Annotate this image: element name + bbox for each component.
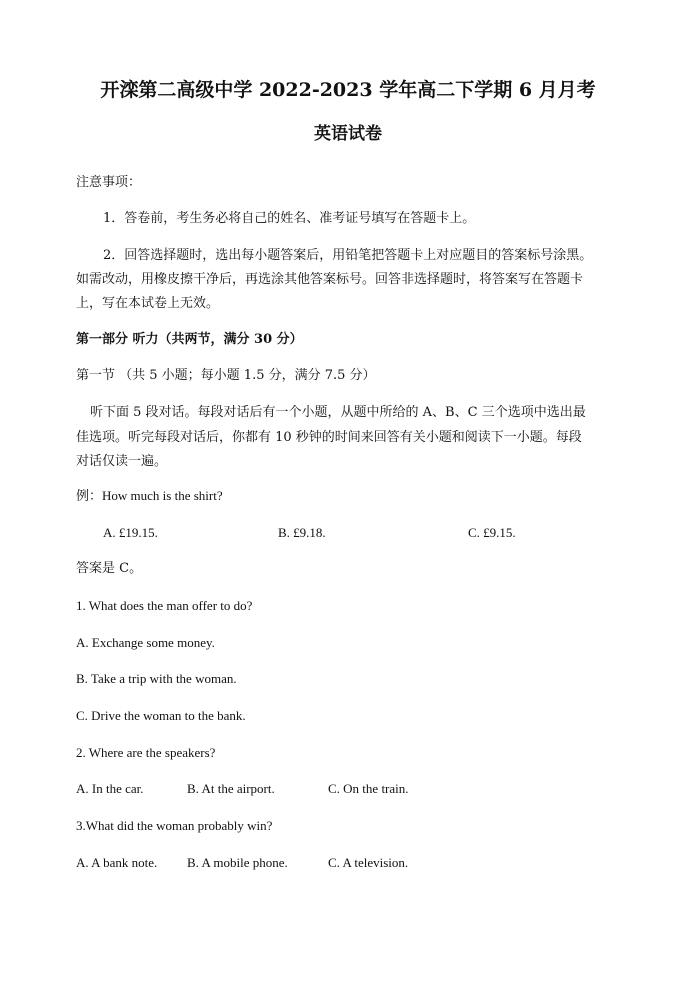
notice-item-2-line1: 2．回答选择题时，选出每小题答案后，用铅笔把答题卡上对应题目的答案标号涂黑。 [103,248,593,263]
question-3-option-a: A. A bank note. [76,855,158,870]
question-2-option-c: C. On the train. [328,781,409,796]
question-1-option-c: C. Drive the woman to the bank. [76,708,246,723]
question-1-option-b: B. Take a trip with the woman. [76,671,237,686]
example-answer: 答案是 C。 [76,561,143,576]
question-3-option-b: B. A mobile phone. [187,855,288,870]
question-3-option-c: C. A television. [328,855,409,870]
notice-heading: 注意事项： [76,175,142,190]
question-1-stem: 1. What does the man offer to do? [76,598,253,613]
notice-item-2-line2: 如需改动，用橡皮擦干净后，再选涂其他答案标号。回答非选择题时，将答案写在答题卡 [76,272,584,287]
example-option-a: A. £19.15. [103,525,158,540]
instructions-line2: 佳选项。听完每段对话后，你都有 10 秒钟的时间来回答有关小题和阅读下一小题。每段 [76,430,582,445]
part1-heading: 第一部分 听力（共两节，满分 30 分） [76,332,303,347]
example-option-b: B. £9.18. [278,525,326,540]
example-question: 例：How much is the shirt? [76,488,223,503]
notice-item-2-line3: 上，写在本试卷上无效。 [76,296,220,311]
question-2-stem: 2. Where are the speakers? [76,745,216,760]
question-2-option-a: A. In the car. [76,781,144,796]
page-title: 开滦第二高级中学 2022-2023 学年高二下学期 6 月月考 [100,79,596,101]
question-3-stem: 3.What did the woman probably win? [76,818,273,833]
question-2-option-b: B. At the airport. [187,781,275,796]
page-subtitle: 英语试卷 [314,124,382,144]
instructions-line3: 对话仅读一遍。 [76,454,168,469]
notice-item-1: 1．答卷前，考生务必将自己的姓名、准考证号填写在答题卡上。 [103,211,476,226]
example-option-c: C. £9.15. [468,525,516,540]
question-1-option-a: A. Exchange some money. [76,635,215,650]
section1-heading: 第一节 （共 5 小题；每小题 1.5 分，满分 7.5 分） [76,368,376,383]
instructions-line1: 听下面 5 段对话。每段对话后有一个小题，从题中所给的 A、B、C 三个选项中选出最 [90,405,586,420]
